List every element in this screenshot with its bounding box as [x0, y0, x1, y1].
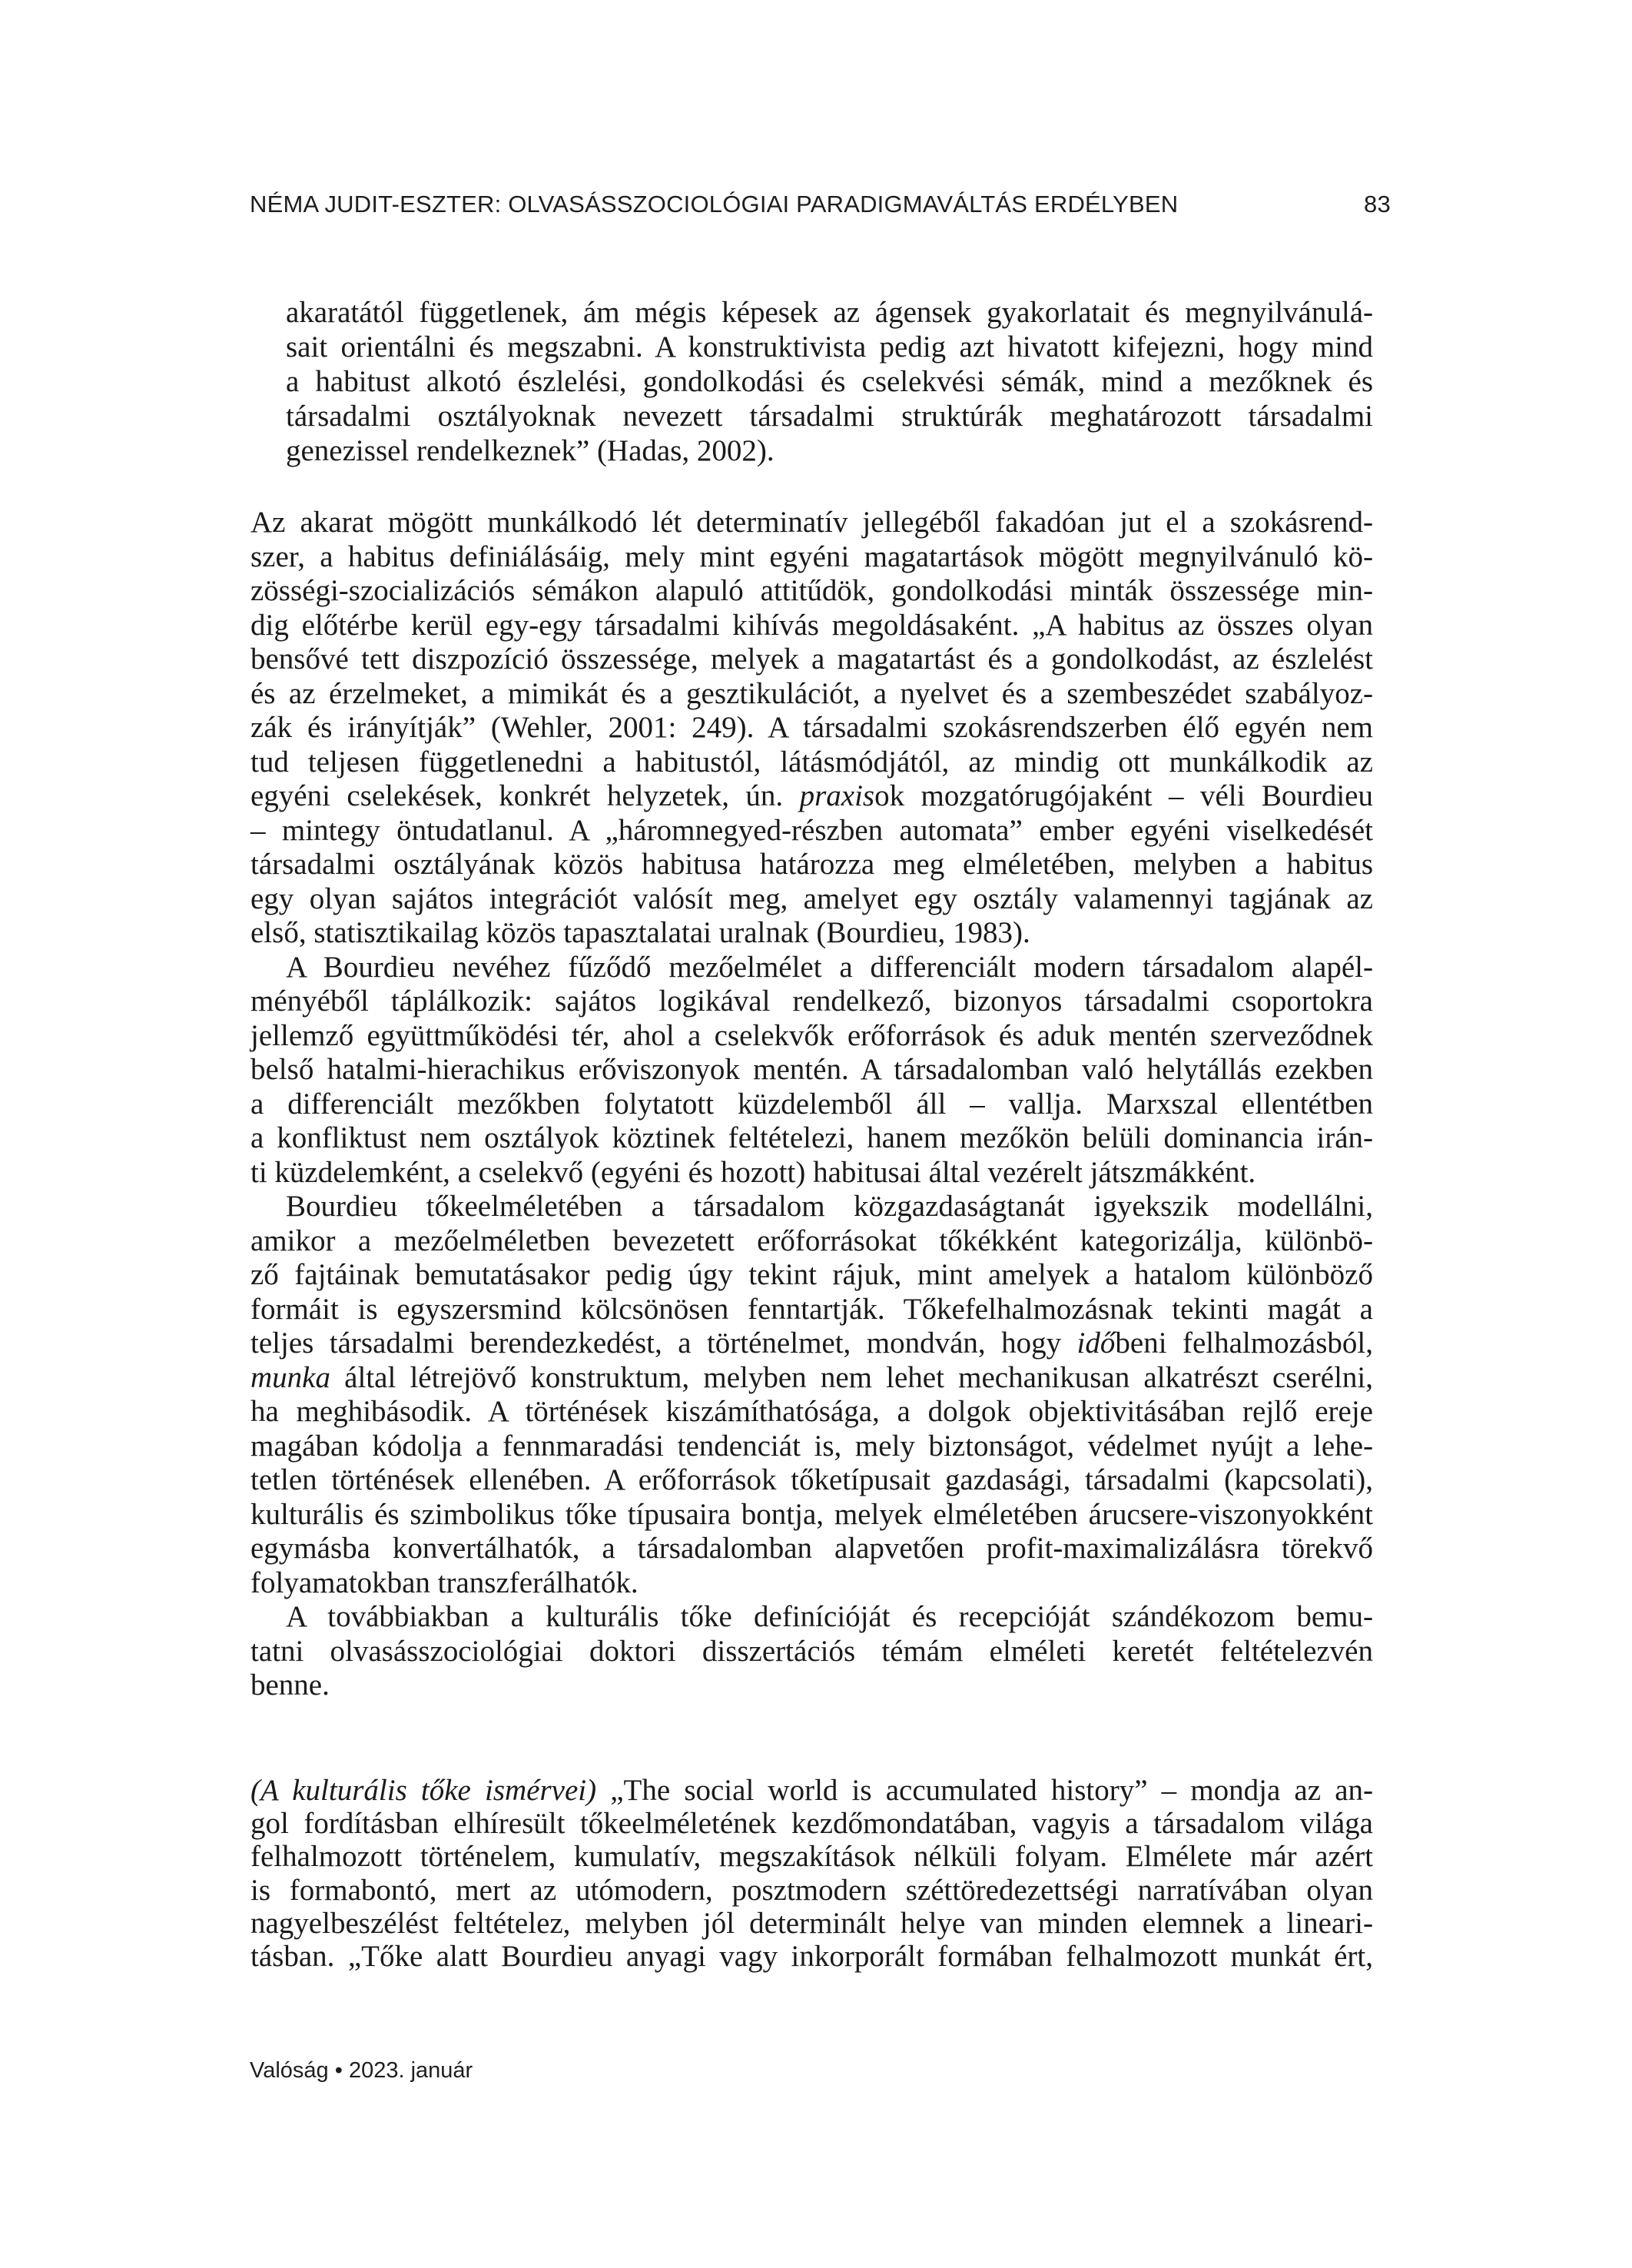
paragraph	[250, 951, 1373, 1190]
text-run: „The social world is accumulated history” – mondja az an-	[596, 1774, 1373, 1807]
text-line	[250, 985, 1373, 1019]
text-line	[250, 745, 1373, 780]
text-run: ményéből táplálkozik: sajátos logikával rendelkező, bizonyos társadalmi csoportokra	[250, 985, 1373, 1018]
text-line	[250, 1019, 1373, 1054]
text-run: egy olyan sajátos integrációt valósít meg, amelyet egy osztály valamennyi tagjának az	[250, 882, 1373, 915]
text-run: társadalmi osztályának közös habitusa határozza meg elméletében, melyben a habitus	[250, 848, 1373, 881]
italic-text: (A kulturális tőke ismérvei)	[250, 1774, 597, 1807]
text-line	[250, 1774, 1373, 1807]
text-line	[250, 1361, 1373, 1396]
running-header	[250, 191, 1395, 221]
text-run: kulturális és szimbolikus tőke típusaira bontja, melyek elméletében árucsere-viszonyokként	[250, 1497, 1373, 1531]
paragraph	[250, 506, 1373, 951]
text-line	[250, 540, 1373, 575]
text-line	[250, 609, 1373, 643]
text-line	[250, 814, 1373, 848]
text-line	[250, 1463, 1373, 1498]
text-run: A továbbiakban a kulturális tőke definícióját és recepcióját szándékozom bemu-	[286, 1600, 1373, 1633]
text-run: dig előtérbe kerül egy-egy társadalmi kihívás megoldásaként. „A habitus az összes olyan	[250, 608, 1373, 642]
italic-text: munka	[250, 1360, 330, 1394]
text-line	[250, 1940, 1373, 1973]
text-run: sait orientálni és megszabni. A konstruktivista pedig azt hivatott kifejezni, hogy mind	[286, 330, 1373, 364]
text-run: ok mozgatórugójaként – véli Bourdieu	[874, 779, 1373, 812]
text-line	[250, 1874, 1373, 1907]
text-line	[250, 1566, 1373, 1601]
text-run: a habitust alkotó észlelési, gondolkodási és cselekvési sémák, mind a mezőknek és	[286, 365, 1373, 398]
text-line	[250, 711, 1373, 745]
text-run: tatni olvasásszociológiai doktori disszertációs témám elméleti keretét feltételezvén	[250, 1634, 1373, 1668]
text-run: társadalmi osztályoknak nevezett társadalmi struktúrák meghatározott társadalmi	[286, 400, 1373, 433]
text-run: nagyelbeszélést feltételez, melyben jól determinált helye van minden elemnek a lineari-	[250, 1906, 1373, 1940]
text-run: genezissel rendelkeznek” (Hadas, 2002).	[286, 434, 775, 467]
italic-text: idő	[1076, 1327, 1116, 1360]
text-line	[250, 1600, 1373, 1635]
text-run: – mintegy öntudatlanul. A „háromnegyed-részben automata” ember egyéni viselkedését	[250, 813, 1373, 847]
text-run: bensővé tett diszpozíció összessége, melyek a magatartást és a gondolkodást, az észlelést	[250, 643, 1373, 676]
italic-text: praxis	[799, 779, 875, 812]
text-run: teljes társadalmi berendezkedést, a történelmet, mondván, hogy	[250, 1327, 1077, 1360]
text-line	[286, 330, 1373, 364]
text-line	[250, 574, 1373, 609]
running-title: NÉMA JUDIT-ESZTER: OLVASÁSSZOCIOLÓGIAI PARADIGMAVÁLTÁS ERDÉLYBEN	[250, 191, 1179, 218]
text-run: jellemző együttműködési tér, ahol a cselekvők erőforrások és aduk mentén szerveződnek	[250, 1018, 1373, 1052]
text-run: magában kódolja a fennmaradási tendenciát is, mely biztonságot, védelmet nyújt a lehe-	[250, 1429, 1373, 1463]
page-footer	[250, 2058, 473, 2084]
text-line	[250, 1224, 1373, 1259]
text-line	[286, 433, 1373, 468]
text-run: folyamatokban transzferálhatók.	[250, 1566, 639, 1599]
text-line	[250, 848, 1373, 882]
text-line	[250, 882, 1373, 917]
footer-separator: •	[334, 2058, 343, 2083]
text-run: a differenciált mezőkben folytatott küzdelemből áll – vallja. Marxszal ellentétben	[250, 1087, 1373, 1121]
text-line	[250, 1293, 1373, 1327]
journal-name: Valóság	[250, 2058, 329, 2083]
page-number: 83	[1364, 191, 1391, 218]
text-line	[250, 1053, 1373, 1088]
text-run: zösségi-szocializációs sémákon alapuló attitűdök, gondolkodási minták összessége min-	[250, 574, 1373, 607]
text-line	[250, 1156, 1373, 1190]
section-kulturalis-toke	[250, 1774, 1373, 1973]
text-run: tásban. „Tőke alatt Bourdieu anyagi vagy inkorporált formában felhalmozott munkát ért,	[250, 1939, 1373, 1973]
text-run: Bourdieu tőkeelméletében a társadalom közgazdaságtanát igyekszik modellálni,	[286, 1190, 1373, 1223]
text-run: egymásba konvertálhatók, a társadalomban alapvetően profit-maximalizálásra törekvő	[250, 1532, 1373, 1565]
text-line	[250, 1121, 1373, 1156]
paragraph	[250, 1600, 1373, 1703]
text-run: amikor a mezőelméletben bevezetett erőforrásokat tőkékként kategorizálja, különbö-	[250, 1224, 1373, 1257]
text-line	[250, 1807, 1373, 1840]
text-line	[250, 1430, 1373, 1464]
text-run: is formabontó, mert az utómodern, posztmodern széttöredezettségi narratívában olyan	[250, 1873, 1373, 1907]
text-line	[250, 677, 1373, 712]
text-line	[250, 1907, 1373, 1940]
text-line	[250, 1840, 1373, 1873]
text-run: A Bourdieu nevéhez fűződő mezőelmélet a differenciált modern társadalom alapél-	[286, 950, 1373, 984]
text-run: akaratától függetlenek, ám mégis képesek az ágensek gyakorlatait és megnyilvánulá-	[286, 296, 1373, 329]
text-line	[286, 364, 1373, 399]
text-run: első, statisztikailag közös tapasztalatai uralnak (Bourdieu, 1983).	[250, 916, 1030, 949]
text-run: gol fordításban elhíresült tőkeelméletének kezdőmondatában, vagyis a társadalom világa	[250, 1807, 1373, 1841]
text-run: zák és irányítják” (Wehler, 2001: 249). A társadalmi szokásrendszerben élő egyén nem	[250, 711, 1373, 744]
text-line	[250, 916, 1373, 951]
text-run: ti küzdelemként, a cselekvő (egyéni és hozott) habitusai által vezérelt játszmákként.	[250, 1155, 1256, 1189]
text-line	[250, 1258, 1373, 1293]
text-run: felhalmozott történelem, kumulatív, megszakítások nélküli folyam. Elmélete már azért	[250, 1840, 1373, 1874]
text-run: tud teljesen függetlenedni a habitustól, látásmódjától, az mindig ott munkálkodik az	[250, 745, 1373, 779]
text-run: formáit is egyszersmind kölcsönösen fenntartják. Tőkefelhalmozásnak tekinti magát a	[250, 1292, 1373, 1326]
text-run: egyéni cselekések, konkrét helyzetek, ún.	[250, 779, 800, 812]
text-line	[250, 1088, 1373, 1122]
text-run: ző fajtáinak bemutatásakor pedig úgy tekint rájuk, mint amelyek a hatalom különböző	[250, 1258, 1373, 1291]
text-run: beni felhalmozásból,	[1115, 1327, 1373, 1360]
text-line	[250, 1327, 1373, 1361]
text-run: Az akarat mögött munkálkodó lét determinatív jellegéből fakadóan jut el a szokásrend-	[250, 506, 1373, 539]
text-line	[250, 1498, 1373, 1532]
text-run: ha meghibásodik. A történések kiszámíthatósága, a dolgok objektivitásában rejlő ereje	[250, 1395, 1373, 1428]
text-run: benne.	[250, 1669, 330, 1702]
text-line	[286, 295, 1373, 330]
body-text	[250, 506, 1373, 1703]
text-line	[250, 951, 1373, 985]
issue-date: 2023. január	[348, 2058, 473, 2083]
text-run: a konfliktust nem osztályok köztinek feltételezi, hanem mezőkön belüli dominancia irán-	[250, 1121, 1373, 1154]
block-quote	[286, 295, 1373, 468]
text-run: belső hatalmi-hierachikus erőviszonyok mentén. A társadalomban való helytállás ezekben	[250, 1053, 1373, 1086]
text-line	[250, 1190, 1373, 1224]
text-line	[250, 1532, 1373, 1566]
text-line	[250, 643, 1373, 677]
text-run: tetlen történések ellenében. A erőforrások tőketípusait gazdasági, társadalmi (kapcsolati),	[250, 1463, 1373, 1496]
text-run: szer, a habitus definiálásáig, mely mint egyéni magatartások mögött megnyilvánuló kö-	[250, 540, 1373, 573]
text-line	[250, 779, 1373, 814]
text-line	[250, 1395, 1373, 1430]
text-line	[286, 399, 1373, 433]
text-run: és az érzelmeket, a mimikát és a gesztikulációt, a nyelvet és a szembeszédet szabályoz-	[250, 676, 1373, 710]
paragraph	[250, 1190, 1373, 1600]
text-run: által létrejövő konstruktum, melyben nem lehet mechanikusan alkatrészt cserélni,	[330, 1360, 1373, 1394]
text-line	[250, 506, 1373, 540]
text-line	[250, 1669, 1373, 1703]
text-line	[250, 1635, 1373, 1669]
